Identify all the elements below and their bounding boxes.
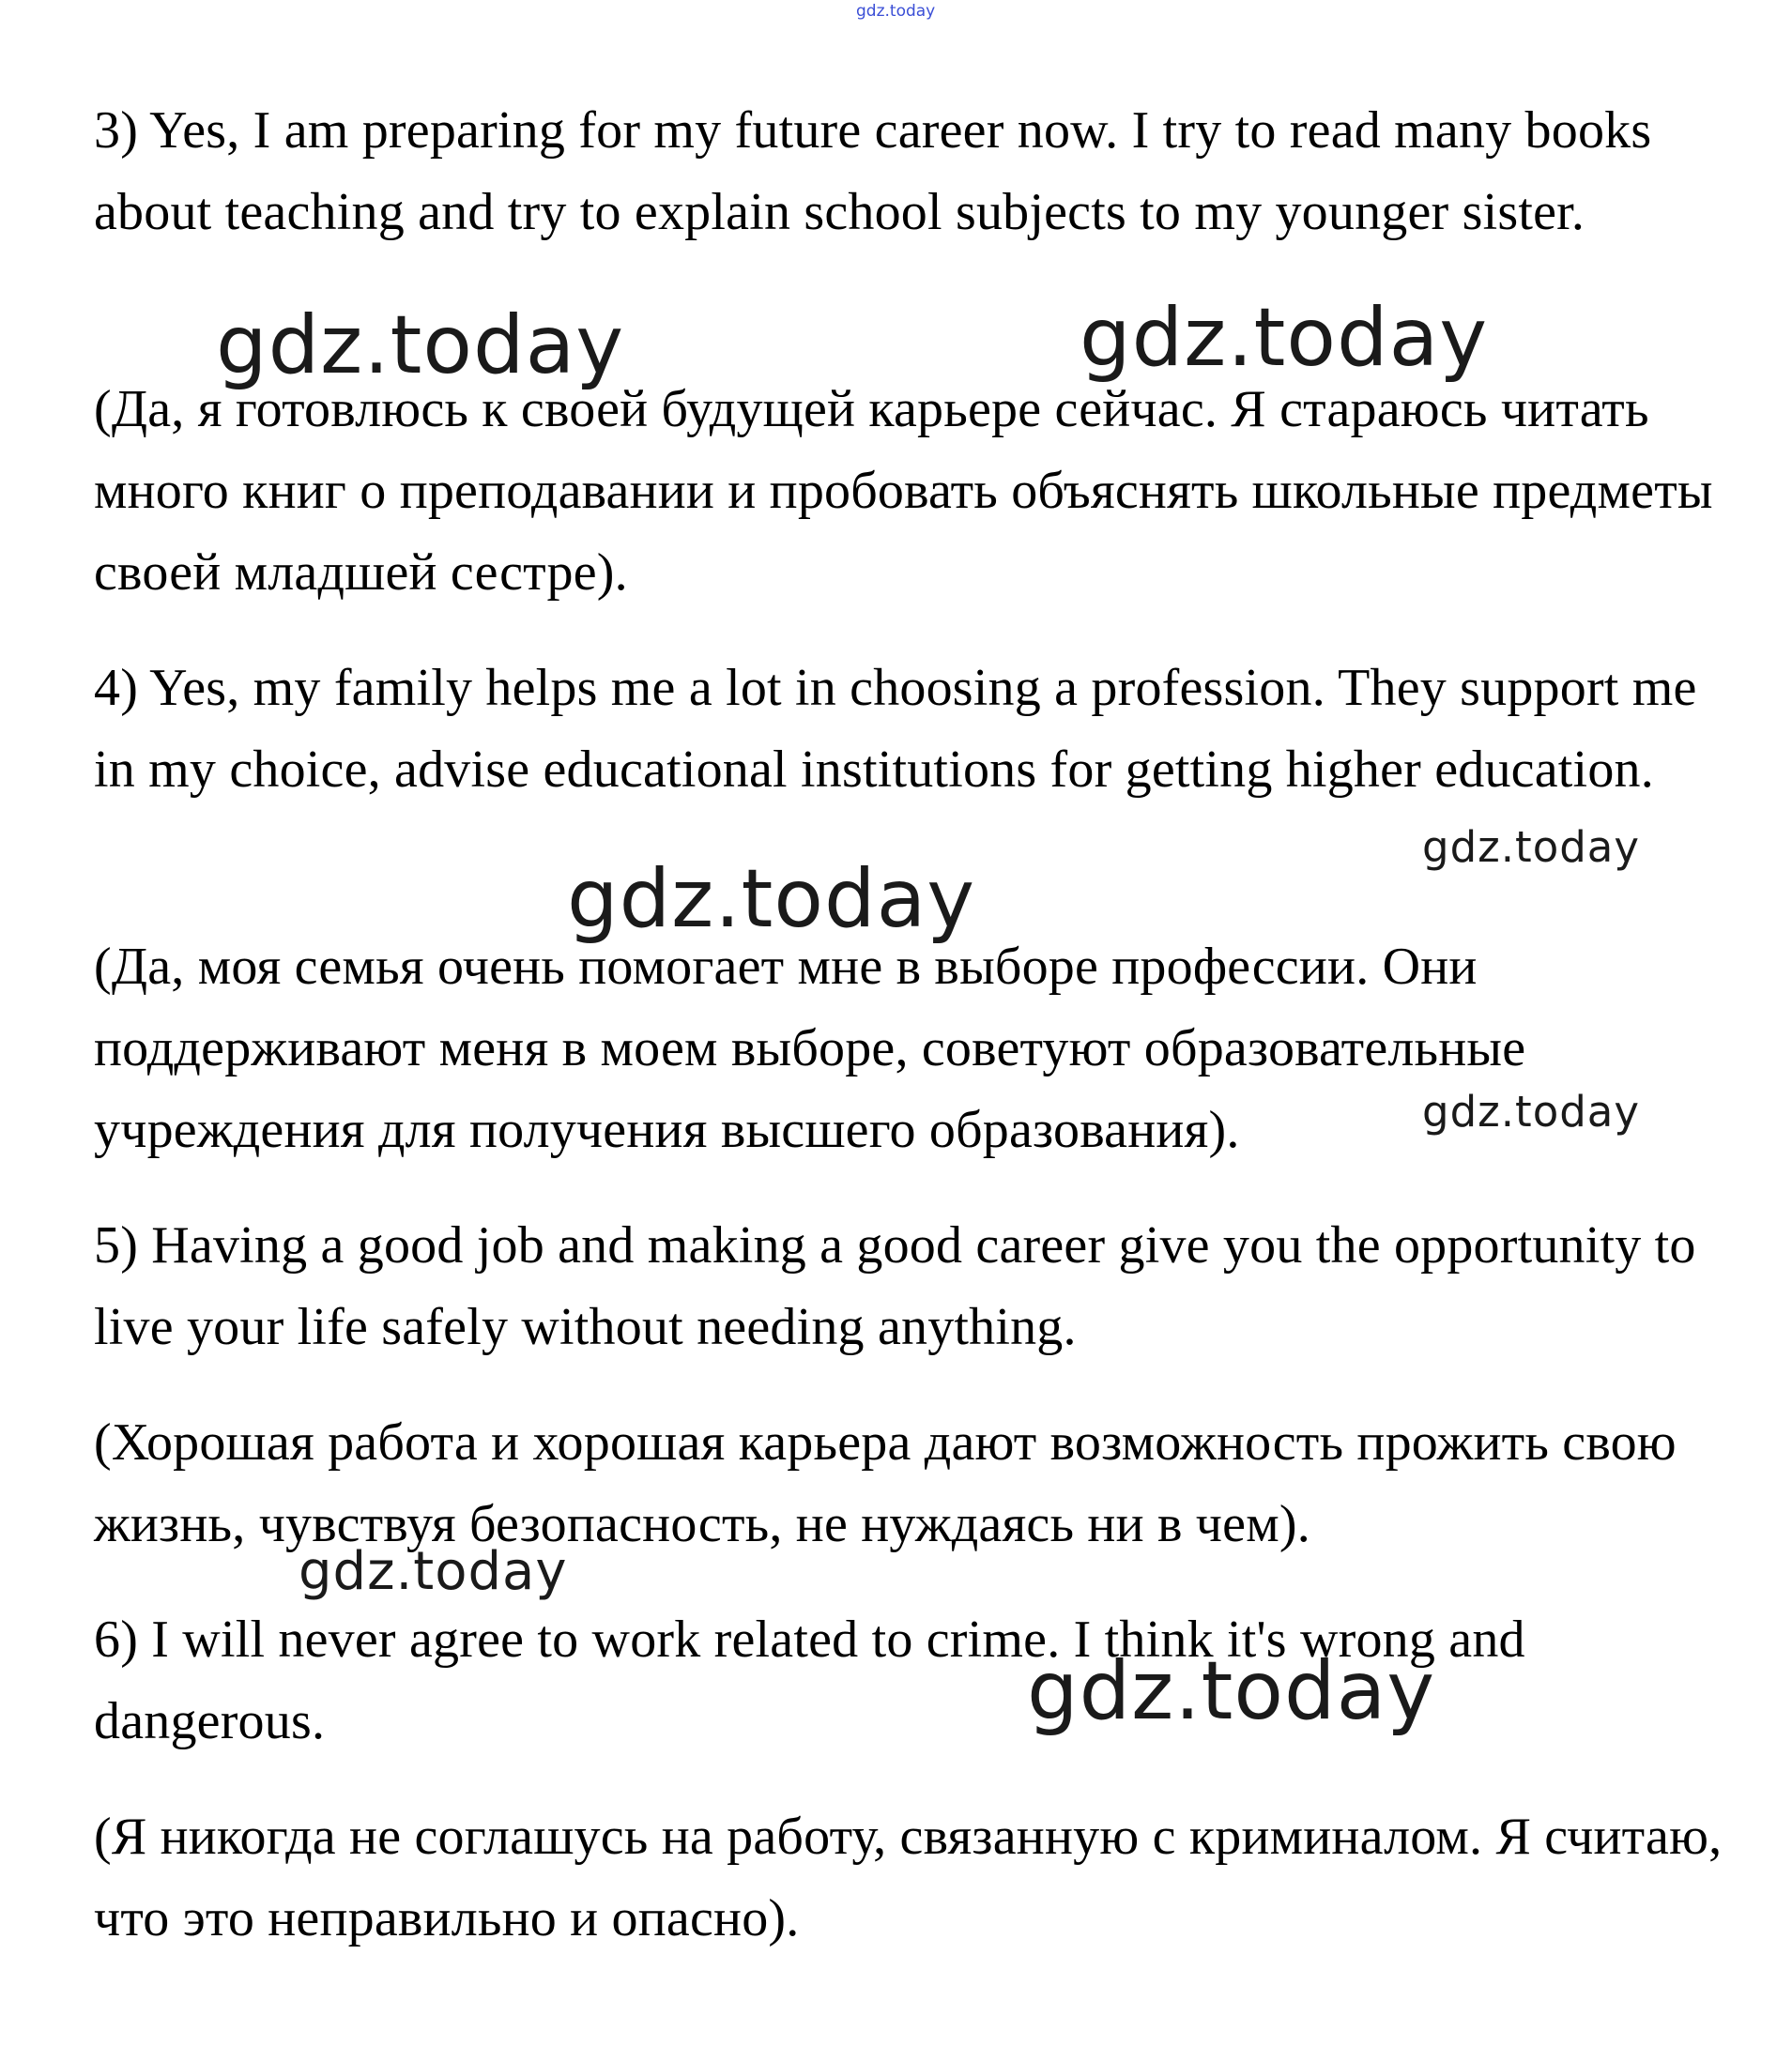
watermark: gdz.today: [216, 298, 625, 392]
watermark: gdz.today: [1080, 291, 1489, 385]
watermark: gdz.today: [1027, 1644, 1436, 1738]
answer-3-russian: (Да, я готовлюсь к своей будущей карьере сейчас. Я стараюсь читать много книг о преподавании и пробовать объяснять школьные предметы своей младшей сестре).: [94, 380, 1713, 602]
watermark: gdz.today: [1422, 1087, 1641, 1137]
answer-4-english: 4) Yes, my family helps me a lot in choosing a profession. They support me in my choice, advise educational institutions for getting higher education.: [94, 659, 1697, 799]
header-watermark: gdz.today: [856, 2, 936, 21]
answer-6-russian: (Я никогда не соглашусь на работу, связанную с криминалом. Я считаю, что это неправильно и опасно).: [94, 1808, 1723, 1947]
answer-4-russian: (Да, моя семья очень помогает мне в выборе профессии. Они поддерживают меня в моем выборе, советуют образовательные учреждения для получения высшего образования).: [94, 938, 1526, 1159]
answer-6-english: 6) I will never agree to work related to crime. I think it's wrong and dangerous.: [94, 1611, 1525, 1750]
watermark: gdz.today: [299, 1541, 568, 1602]
answer-5-russian: (Хорошая работа и хорошая карьера дают возможность прожить свою жизнь, чувствуя безопасность, не нуждаясь ни в чем).: [94, 1413, 1677, 1553]
answer-5-english: 5) Having a good job and making a good career give you the opportunity to live your life safely without needing anything.: [94, 1216, 1696, 1356]
answer-3-english: 3) Yes, I am preparing for my future career now. I try to read many books about teaching and try to explain school subjects to my younger sister.: [94, 101, 1652, 241]
watermark: gdz.today: [567, 852, 976, 946]
watermark: gdz.today: [1422, 822, 1641, 872]
